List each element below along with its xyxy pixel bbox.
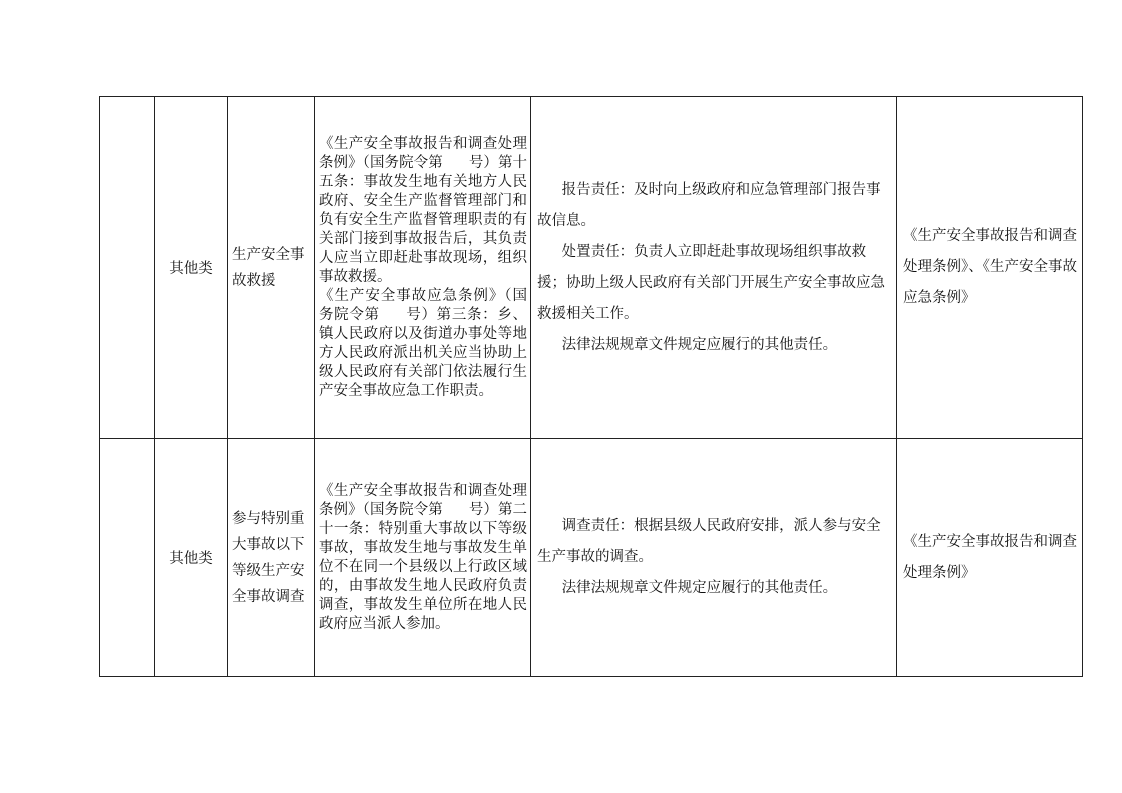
item-name-cell: 参与特别重大事故以下等级生产安全事故调查 (228, 439, 315, 677)
basis-cell (315, 97, 531, 439)
responsibility-item: 处置责任：负责人立即赶赴事故现场组织事故救援；协助上级人民政府有关部门开展生产安全事故应急救援相关工作。 (537, 243, 885, 322)
responsibility-cell (531, 439, 897, 677)
basis-text: 《生产安全事故报告和调查处理条例》（国务院令第 (319, 482, 527, 518)
basis-text: 号）第二十一条：特别重大事故以下等级事故，事故发生地与事故发生单位不在同一个县级以上行政区域的，由事故发生地人民政府负责调查，事故发生单位所在地人民政府应当派人参加。 (319, 501, 528, 632)
category-cell: 其他类 (155, 439, 228, 677)
basis-text: 号）第三条：乡、镇人民政府以及街道办事处等地方人民政府派出机关应当协助上级人民政府有关部门依法履行生产安全事故应急工作职责。 (319, 306, 528, 399)
row-number-cell (100, 97, 155, 439)
responsibility-item: 报告责任：及时向上级政府和应急管理部门报告事故信息。 (537, 181, 881, 229)
table-row (100, 97, 1083, 439)
legal-basis-cell: 《生产安全事故报告和调查处理条例》 (897, 439, 1083, 677)
basis-text: 《生产安全事故应急条例》（国务院令第 (319, 287, 527, 323)
basis-paragraph (319, 287, 527, 401)
basis-text: 号）第十五条：事故发生地有关地方人民政府、安全生产监督管理部门和负有安全生产监督管理职责的有关部门接到事故报告后，其负责人应当立即赶赴事故现场，组织事故救援。 (319, 154, 528, 285)
category-cell: 其他类 (155, 97, 228, 439)
basis-cell (315, 439, 531, 677)
basis-paragraph (319, 482, 527, 634)
responsibility-item: 法律法规规章文件规定应履行的其他责任。 (561, 336, 838, 353)
legal-basis-cell: 《生产安全事故报告和调查处理条例》、《生产安全事故应急条例》 (897, 97, 1083, 439)
item-name-cell: 生产安全事故救援 (228, 97, 315, 439)
responsibility-table (99, 96, 1083, 677)
responsibility-item: 法律法规规章文件规定应履行的其他责任。 (561, 580, 838, 596)
responsibility-item: 调查责任：根据县级人民政府安排，派人参与安全生产事故的调查。 (537, 518, 881, 565)
table-row (100, 439, 1083, 677)
basis-text: 《生产安全事故报告和调查处理条例》（国务院令第 (319, 135, 527, 171)
responsibility-cell (531, 97, 897, 439)
row-number-cell (100, 439, 155, 677)
basis-paragraph (319, 135, 527, 287)
